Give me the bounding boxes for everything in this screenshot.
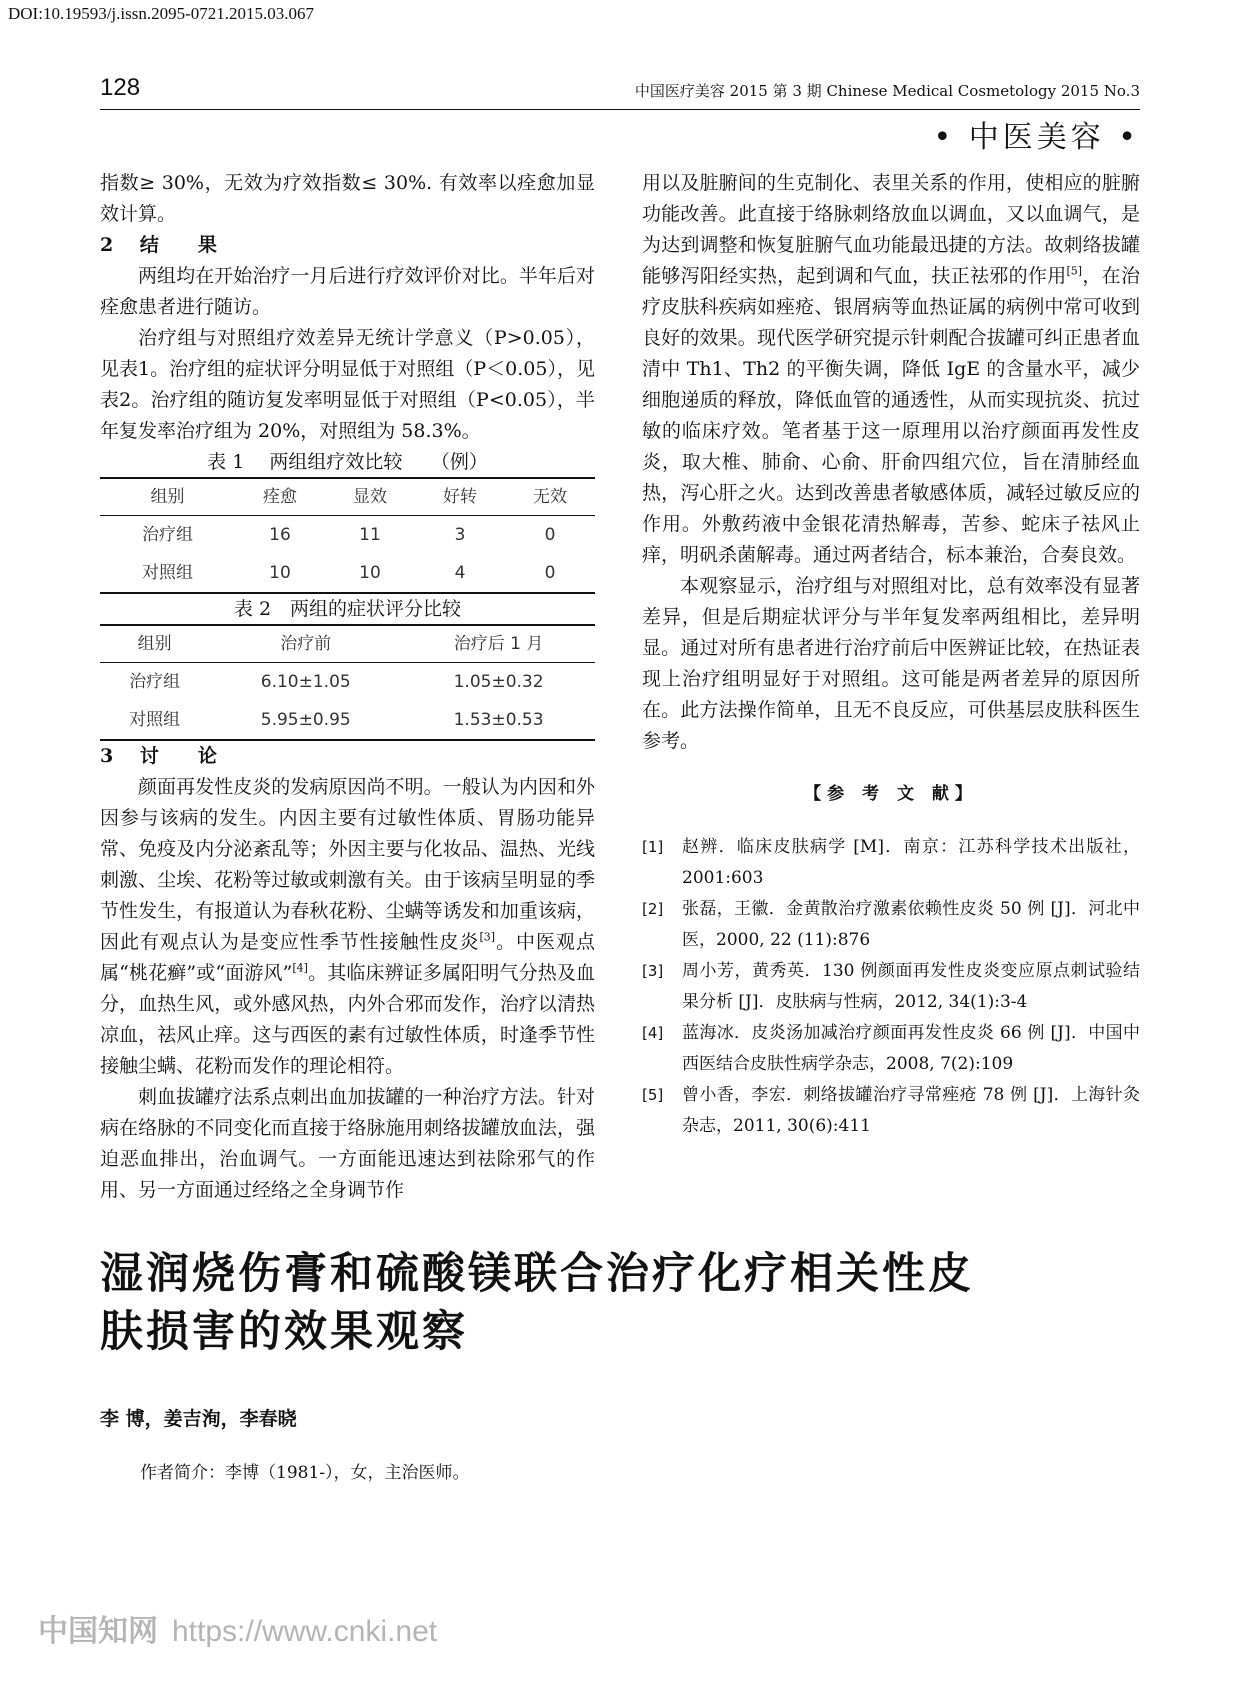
table-cell: 0	[505, 554, 595, 593]
table1	[100, 477, 595, 594]
text-run: 。其临床辨证多属阳明气分热及血分，血热生风，或外感风热，内外合邪而发作，治疗以清热凉血，祛风止痒。这与西医的素有过敏性体质，时逢季节性接触尘螨、花粉而发作的理论相符。	[100, 962, 595, 1077]
table2-caption: 表 2 两组的症状评分比较	[233, 598, 462, 620]
paragraph-results-2: 治疗组与对照组疗效差异无统计学意义（P>0.05），见表1。治疗组的症状评分明显低于对照组（P＜0.05），见表2。治疗组的随访复发率明显低于对照组（P<0.05），半年复发率治疗组为 20%，对照组为 58.3%。	[100, 327, 595, 442]
reference-number: [5]	[642, 1086, 664, 1104]
text-run: 用以及脏腑间的生克制化、表里关系的作用，使相应的脏腑功能改善。此直接于络脉刺络放血以调血，又以血调气，是为达到调整和恢复脏腑气血功能最迅捷的方法。故刺络拔罐能够泻阳经实热，起到调和气血，扶正祛邪的作用	[642, 172, 1140, 287]
table-cell: 治疗组	[129, 671, 181, 692]
table1-caption: 表 1 两组组疗效比较 （例）	[207, 451, 488, 473]
table-cell: 5.95±0.95	[209, 701, 402, 740]
reference-text: 周小芳，黄秀英．130 例颜面再发性皮炎变应原点刺试验结果分析 [J]．皮肤病与性病，2012, 34(1):3-4	[682, 961, 1140, 1012]
reference-item	[642, 1080, 1140, 1142]
left-column	[100, 168, 595, 1206]
reference-text: 曾小香，李宏．刺络拔罐治疗寻常痤疮 78 例 [J]．上海针灸杂志，2011, 30(6):411	[682, 1085, 1140, 1136]
table-header: 显效	[325, 478, 415, 516]
table-cell: 11	[359, 524, 381, 545]
table-cell: 1.53±0.53	[402, 701, 595, 740]
reference-text: 赵辨．临床皮肤病学 [M]．南京：江苏科学技术出版社，2001:603	[682, 837, 1140, 888]
reference-item	[642, 894, 1140, 956]
next-article-title: 湿润烧伤膏和硫酸镁联合治疗化疗相关性皮肤损害的效果观察	[100, 1249, 974, 1357]
table-cell: 对照组	[100, 554, 235, 593]
table-header: 治疗前	[209, 625, 402, 663]
reference-text: 张磊，王徽．金黄散治疗激素依赖性皮炎 50 例 [J]．河北中医，2000, 22 (11):876	[682, 899, 1140, 950]
author-bio: 作者简介：李博（1981-），女，主治医师。	[140, 1463, 470, 1483]
text-run: 颜面再发性皮炎的发病原因尚不明。一般认为内因和外因参与该病的发生。内因主要有过敏性体质、胃肠功能异常、免疫及内分泌紊乱等；外因主要与化妆品、温热、光线刺激、尘埃、花粉等过敏或刺激有关。由于该病呈明显的季节性发生，有报道认为春秋花粉、尘螨等诱发和加重该病，因此有观点认为是变应性季节性接触性皮炎	[100, 776, 595, 953]
right-column	[642, 168, 1140, 1142]
table-cell: 16	[269, 524, 291, 545]
reference-text: 蓝海冰．皮炎汤加减治疗颜面再发性皮炎 66 例 [J]．中国中西医结合皮肤性病学杂志，2008, 7(2):109	[682, 1023, 1140, 1074]
running-head: 中国医疗美容 2015 第 3 期 Chinese Medical Cosmetology 2015 No.3	[634, 82, 1140, 100]
table-cell: 6.10±1.05	[260, 671, 351, 692]
text-run: ，在治疗皮肤科疾病如痤疮、银屑病等血热证属的病例中常可收到良好的效果。现代医学研究提示针刺配合拔罐可纠正患者血清中 Th1、Th2 的平衡失调，降低 IgE 的含量水平，减少细胞递质的释放，降低血管的通透性，从而实现抗炎、抗过敏的临床疗效。笔者基于这一原理用以治疗颜面再发性皮炎，取大椎、肺俞、心俞、肝俞四组穴位，旨在清肺经血热，泻心肝之火。达到改善患者敏感体质，减轻过敏反应的作用。外敷药液中金银花清热解毒，苦参、蛇床子祛风止痒，明矾杀菌解毒。通过两者结合，标本兼治，合奏良效。	[642, 265, 1140, 566]
table-row	[100, 554, 595, 593]
header-rule	[100, 109, 1140, 110]
table-row	[100, 663, 595, 702]
references-heading: 【参 考 文 献】	[804, 784, 978, 804]
table-header: 无效	[505, 478, 595, 516]
citation: [4]	[292, 961, 308, 975]
paragraph-efficacy-criteria: 指数≥ 30%，无效为疗效指数≤ 30%. 有效率以痊愈加显效计算。	[100, 172, 595, 225]
table-row	[100, 516, 595, 555]
next-article-authors: 李 博，姜吉洵，李春晓	[100, 1408, 297, 1430]
table-cell: 3	[454, 524, 466, 545]
heading-discussion: 3 讨 论	[100, 745, 227, 767]
table-header: 组别	[100, 478, 235, 516]
reference-number: [4]	[642, 1024, 664, 1042]
table-cell: 10	[235, 554, 325, 593]
table-header: 治疗后 1 月	[402, 625, 595, 663]
paragraph-discussion-3	[642, 168, 1140, 571]
table-header: 痊愈	[235, 478, 325, 516]
citation: [3]	[479, 930, 496, 944]
reference-item	[642, 956, 1140, 1018]
table-cell: 0	[544, 524, 556, 545]
cnki-watermark	[38, 1606, 437, 1650]
table-cell: 10	[325, 554, 415, 593]
paragraph-conclusion: 本观察显示，治疗组与对照组对比，总有效率没有显著差异，但是后期症状评分与半年复发率两组相比，差异明显。通过对所有患者进行治疗前后中医辨证比较，在热证表现上治疗组明显好于对照组。这可能是两者差异的原因所在。此方法操作简单，且无不良反应，可供基层皮肤科医生参考。	[642, 575, 1140, 752]
table-cell: 1.05±0.32	[453, 671, 544, 692]
watermark-brand: 中国知网	[38, 1615, 158, 1648]
table-cell: 治疗组	[142, 524, 193, 545]
reference-item	[642, 832, 1140, 894]
table-cell: 4	[415, 554, 505, 593]
watermark-url: https://www.cnki.net	[172, 1615, 438, 1648]
table-header: 好转	[415, 478, 505, 516]
citation: [5]	[1066, 264, 1083, 278]
reference-number: [2]	[642, 900, 664, 918]
paragraph-discussion-2: 刺血拔罐疗法系点刺出血加拔罐的一种治疗方法。针对病在络脉的不同变化而直接于络脉施用刺络拔罐放血法，强迫恶血排出，治血调气。一方面能迅速达到祛除邪气的作用、另一方面通过经络之全身调节作	[100, 1086, 595, 1201]
paragraph-results-1: 两组均在开始治疗一月后进行疗效评价对比。半年后对痊愈患者进行随访。	[100, 265, 595, 318]
reference-list	[642, 832, 1140, 1142]
paragraph-discussion-1	[100, 772, 595, 1082]
table-header: 组别	[100, 625, 209, 663]
table2	[100, 624, 595, 741]
table-row	[100, 701, 595, 740]
table-cell: 对照组	[100, 701, 209, 740]
doi: DOI:10.19593/j.issn.2095-0721.2015.03.067	[8, 4, 314, 23]
reference-item	[642, 1018, 1140, 1080]
reference-number: [1]	[642, 838, 664, 856]
section-label: • 中医美容 •	[933, 120, 1140, 155]
text-run: 。中医观点属“桃花癣”或“面游风”	[100, 931, 595, 984]
heading-results: 2 结 果	[100, 234, 227, 256]
reference-number: [3]	[642, 962, 664, 980]
page-number: 128	[100, 74, 141, 101]
